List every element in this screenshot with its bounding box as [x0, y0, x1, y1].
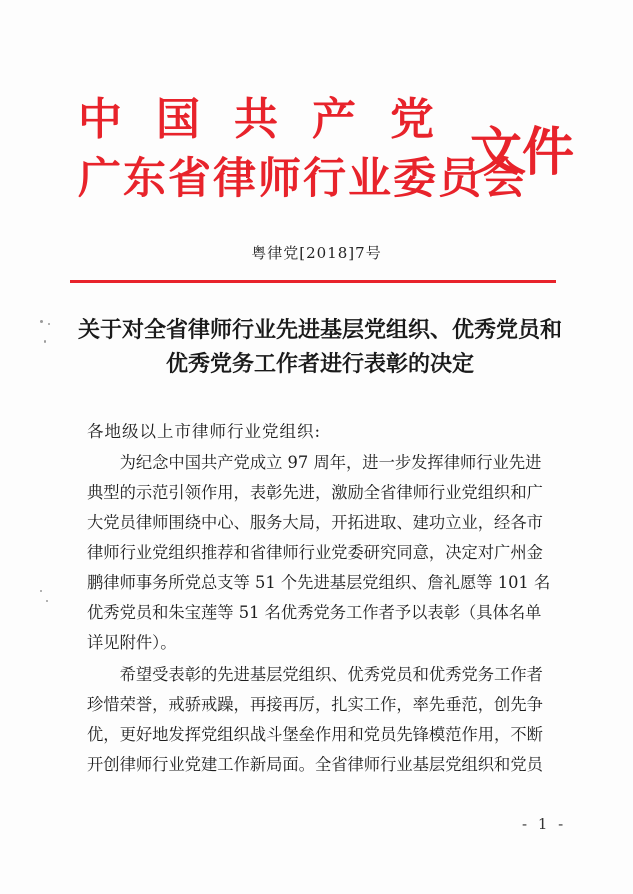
doc-number: 粤律党[2018]7号: [251, 244, 382, 262]
body-line: 律师行业党组织推荐和省律师行业党委研究同意，决定对广州金: [87, 543, 543, 562]
body-line: 希望受表彰的先进基层党组织、优秀党员和优秀党务工作者: [87, 665, 543, 684]
body-line: 为纪念中国共产党成立 97 周年，进一步发挥律师行业先进: [87, 453, 542, 472]
header-org-line2: 广东省律师行业委员会: [78, 154, 528, 204]
body-line: 详见附件）。: [87, 633, 177, 652]
header-org-line1: 中国共产党: [78, 94, 468, 145]
body-line: 大党员律师围绕中心、服务大局，开拓进取、建功立业，经各市: [87, 513, 543, 532]
scan-speck: [46, 600, 48, 602]
body-line: 优秀党员和朱宝莲等 51 名优秀党务工作者予以表彰（具体名单: [87, 603, 542, 622]
scan-speck: [44, 340, 46, 343]
doc-title-line2: 优秀党务工作者进行表彰的决定: [165, 352, 474, 377]
red-divider: [70, 280, 556, 283]
body-line: 优，更好地发挥党组织战斗堡垒作用和党员先锋模范作用，不断: [87, 725, 543, 744]
header-doc-label: 文件: [470, 122, 575, 183]
body-line: 鹏律师事务所党总支等 51 个先进基层党组织、詹礼愿等 101 名: [87, 573, 551, 592]
scan-speck: [48, 323, 50, 325]
body-line: 典型的示范引领作用，表彰先进，激励全省律师行业党组织和广: [87, 483, 543, 502]
page-number: - 1 -: [522, 815, 567, 833]
scan-speck: [40, 320, 43, 323]
salutation: 各地级以上市律师行业党组织:: [87, 422, 322, 441]
body-line: 开创律师行业党建工作新局面。全省律师行业基层党组织和党员: [87, 755, 543, 774]
scan-speck: [40, 590, 42, 592]
body-line: 珍惜荣誉，戒骄戒躁，再接再厉，扎实工作，率先垂范，创先争: [87, 695, 543, 714]
doc-title-line1: 关于对全省律师行业先进基层党组织、优秀党员和: [77, 318, 562, 343]
